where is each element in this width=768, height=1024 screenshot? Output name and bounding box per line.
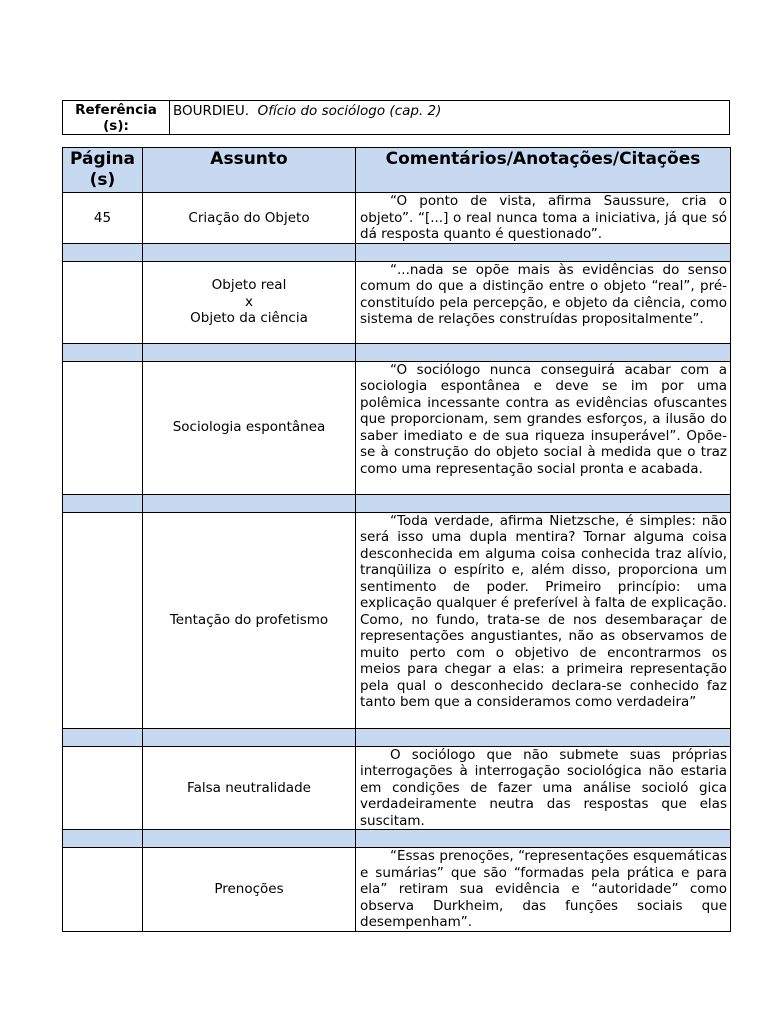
table-row bbox=[63, 361, 731, 494]
row-subject: Falsa neutralidade bbox=[143, 746, 356, 830]
reference-label: Referência (s): bbox=[63, 101, 170, 135]
row-page bbox=[63, 512, 143, 728]
row-comment: “Essas prenoções, “representações esquemáticas e sumárias” que são “formadas pela prática e para ela” retiram sua evidência e “autoridade” como observa Durkheim, das funções sociais que desempenham”. bbox=[356, 848, 731, 932]
row-separator bbox=[63, 243, 731, 261]
row-subject: Sociologia espontânea bbox=[143, 361, 356, 494]
row-comment: “...nada se opõe mais às evidências do senso comum do que a distinção entre o objeto “real”, pré-constituído pela percepção, e objeto da ciência, como sistema de relações construídas propositalmente”. bbox=[356, 261, 731, 343]
table-row bbox=[63, 261, 731, 343]
row-subject: Criação do Objeto bbox=[143, 193, 356, 244]
row-separator bbox=[63, 343, 731, 361]
header-page: Página (s) bbox=[63, 148, 143, 193]
table-row bbox=[63, 746, 731, 830]
row-page bbox=[63, 361, 143, 494]
header-subject: Assunto bbox=[143, 148, 356, 193]
table-row bbox=[63, 193, 731, 244]
row-comment: “O sociólogo nunca conseguirá acabar com a sociologia espontânea e deve se im por uma polêmica incessante contra as evidências ofuscantes que proporcionam, sem grandes esforços, a ilusão do saber imediato e de sua riqueza insuperável”. Opõe-se à construção do objeto social à medida que o traz como uma representação social pronta e acabada. bbox=[356, 361, 731, 494]
table-header bbox=[63, 148, 731, 193]
row-page: 45 bbox=[63, 193, 143, 244]
row-page bbox=[63, 261, 143, 343]
row-subject: Tentação do profetismo bbox=[143, 512, 356, 728]
row-subject: Prenoções bbox=[143, 848, 356, 932]
row-separator bbox=[63, 830, 731, 848]
reference-author: BOURDIEU. bbox=[173, 103, 249, 119]
row-separator bbox=[63, 728, 731, 746]
row-separator bbox=[63, 494, 731, 512]
reference-value bbox=[170, 101, 730, 135]
row-comment: “O ponto de vista, afirma Saussure, cria o objeto”. “[...] o real nunca toma a iniciativa, já que só dá resposta quanto é questionado”. bbox=[356, 193, 731, 244]
row-page bbox=[63, 848, 143, 932]
reference-work: Ofício do sociólogo (cap. 2) bbox=[257, 103, 442, 119]
table-row bbox=[63, 848, 731, 932]
row-comment: “Toda verdade, afirma Nietzsche, é simples: não será isso uma dupla mentira? Tornar alguma coisa desconhecida em alguma coisa conhecida traz alívio, tranqüiliza o espírito e, além disso, proporciona um sentimento de poder. Primeiro princípio: uma explicação qualquer é preferível à falta de explicação. Como, no fundo, trata-se de nos desembaraçar de representações angustiantes, não as observamos de muito perto com o objetivo de encontrarmos os meios para chegar a elas: a primeira representação pela qual o desconhecido declara-se conhecido faz tanto bem que a consideramos como verdadeira” bbox=[356, 512, 731, 728]
header-comments: Comentários/Anotações/Citações bbox=[356, 148, 731, 193]
notes-table bbox=[62, 147, 731, 932]
row-page bbox=[63, 746, 143, 830]
reference-table bbox=[62, 100, 730, 135]
row-subject: Objeto real x Objeto da ciência bbox=[143, 261, 356, 343]
row-comment: O sociólogo que não submete suas próprias interrogações à interrogação sociológica não estaria em condições de fazer uma análise socioló gica verdadeiramente neutra das respostas que elas suscitam. bbox=[356, 746, 731, 830]
table-row bbox=[63, 512, 731, 728]
